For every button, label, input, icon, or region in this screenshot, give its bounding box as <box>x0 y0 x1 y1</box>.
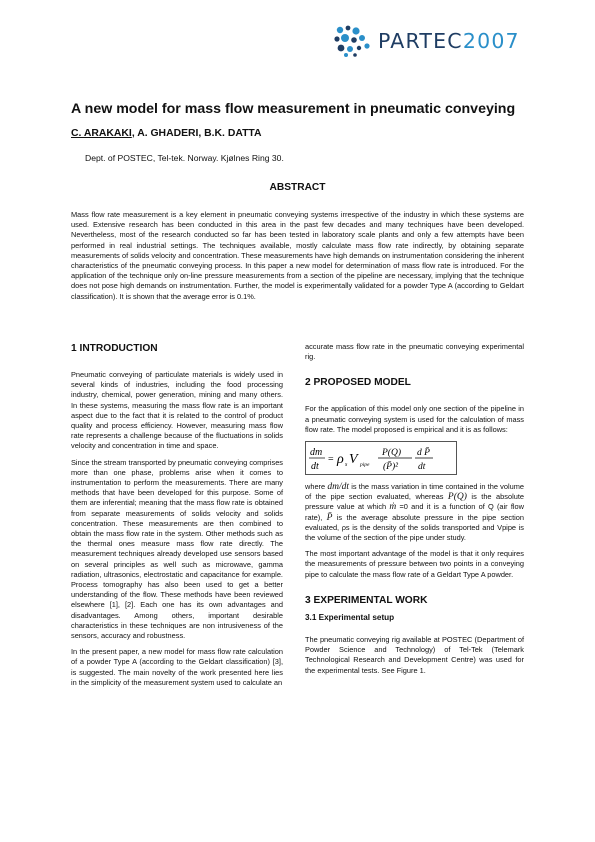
intro-paragraph-2: Since the stream transported by pneumatic conveying comprises more than one phase, problems arise when it comes to instrumentation to perform the measurements. There are many methods that have been developed for this purpose. Some of them are inferential; meaning that the mass flow rate is obtained from separate measurements of solids velocity and solids concentration. These measurements are then combined to obtain the mass flow rate in the system. Other methods such as the thermal ones measure mass flow rate directly. The measurement techniques already developed use sensors based on several principles as well such as microwave, gamma radiation, ultrasonics, electrostatic and capacitance for example. Process tomography has also been used to get a better understanding of the flow. These methods have been reviewed elsewhere [1], [2]. Each one has its own advantages and disadvantages. Among others, important desirable characteristics in these techniques are non intrusiveness of the sensors, accuracy and robustness. <box>71 457 283 641</box>
eq-v: V <box>349 452 358 468</box>
section-2-heading: 2 PROPOSED MODEL <box>305 377 411 389</box>
eq-rho-sub: s <box>345 462 348 469</box>
experimental-paragraph-1: The pneumatic conveying rig available at POSTEC (Department of Powder Science and Technology) of Tel-Tek (Telemark Technological Research and Development Centre) was used for the experimental tests. See Figure 1. <box>305 635 524 675</box>
right-column <box>305 342 524 682</box>
logo-year: 2007 <box>462 29 520 53</box>
intro-paragraph-3: In the present paper, a new model for mass flow rate calculation of a powder Type A (according to the Geldart classification) [3], is suggested. The main novelty of the work presented here lies in the simplicity of the measurement system used to calculate an <box>71 647 283 687</box>
model-paragraph-1: For the application of this model only one section of the pipeline in a pneumatic conveying system is used for the calculation of mass flow rate. The model proposed is empirical and it is as follows: <box>305 404 524 434</box>
first-author: C. ARAKAKI <box>71 128 132 139</box>
paper-title: A new model for mass flow measurement in pneumatic conveying <box>71 101 516 117</box>
logo-dots-icon <box>332 24 374 58</box>
other-authors: , A. GHADERI, B.K. DATTA <box>131 128 262 139</box>
intro-paragraph-1: Pneumatic conveying of particulate materials is widely used in several kinds of industries, including the food processing industry, chemical, power generation, mining and many others. In these systems, measuring the mass flow rate is an important aspect due to the fact that it is related to the control of product quality and process efficiency. However, measuring mass flow rate represents a challenge because of the fluctuations in solids velocity and concentration in time and space. <box>71 370 283 451</box>
where-pbar: P̄ <box>326 512 333 523</box>
logo-text <box>378 29 520 53</box>
eq-dm: dm <box>310 447 323 459</box>
authors <box>71 128 262 139</box>
where-text-e: is the average absolute pressure in the pipe section evaluated, ρs is the density of the solids transported and Vpipe is the volume of the section of the pipe under study. <box>305 512 524 543</box>
model-paragraph-2: The most important advantage of the model is that it only requires the measurements of pressure between two points in a conveying pipe to calculate the mass flow rate of a Geldart Type A powder. <box>305 549 524 579</box>
affiliation: Dept. of POSTEC, Tel-tek. Norway. Kjølnes Ring 30. <box>85 153 284 163</box>
model-where-paragraph <box>305 482 524 543</box>
model-equation <box>305 441 457 475</box>
where-dm-dt: dm/dt <box>327 482 349 493</box>
eq-dt-2: dt <box>418 462 426 473</box>
eq-equals: = <box>328 454 334 466</box>
where-mdot: ṁ <box>389 502 397 513</box>
left-column <box>71 342 283 694</box>
section-3-heading: 3 EXPERIMENTAL WORK <box>305 594 428 606</box>
where-text-d: =0 and it is a function of Q (air flow rate), <box>305 502 524 522</box>
abstract-heading: ABSTRACT <box>269 182 326 193</box>
eq-dpbar: d P̄ <box>417 448 430 459</box>
where-text-b: is the mass variation in time contained in the volume of the pipe section evaluated, whereas <box>305 482 525 502</box>
eq-pbar-squared: (P̄)² <box>383 462 398 473</box>
where-text-a: where <box>305 482 328 492</box>
section-3-1-heading: 3.1 Experimental setup <box>305 612 395 622</box>
logo-word: PARTEC <box>378 29 463 53</box>
eq-dt: dt <box>311 461 319 473</box>
eq-pq: P(Q) <box>382 448 401 459</box>
where-pq: P(Q) <box>447 492 467 503</box>
section-1-heading: 1 INTRODUCTION <box>71 343 158 354</box>
intro-paragraph-3-continued: accurate mass flow rate in the pneumatic conveying experimental rig. <box>305 342 524 362</box>
where-text-c: is the absolute pressure value at which <box>305 492 524 512</box>
abstract-text: Mass flow rate measurement is a key element in pneumatic conveying systems irrespective of the industry in which these systems are used. Extensive research has been conducted in this area in the past few decades and many techniques have been developed. Nevertheless, most of the research conducted so far has been tested in laboratory scale plants and only a few attempts have been performed in real industrial settings. The techniques available, mostly calculate mass flow rate indirectly, by obtaining separate measurements of solids velocity and concentration. These measurements have high demands on instrumentation considering the inherent characteristics of the pneumatic conveying process. In this paper a new model for determination of mass flow rate is introduced. For the application of the technique only on-line pressure measurements from a section of the pipeline are necessary, implying that the technique does not pose high demands on instrumentation. Further, the model is experimentally validated for a powder Type A (according to Geldart classification). It is shown that the average error is 0.1%. <box>71 210 524 301</box>
eq-v-sub: pipe <box>360 462 370 469</box>
eq-rho: ρ <box>337 452 344 468</box>
partec-logo <box>332 24 520 58</box>
